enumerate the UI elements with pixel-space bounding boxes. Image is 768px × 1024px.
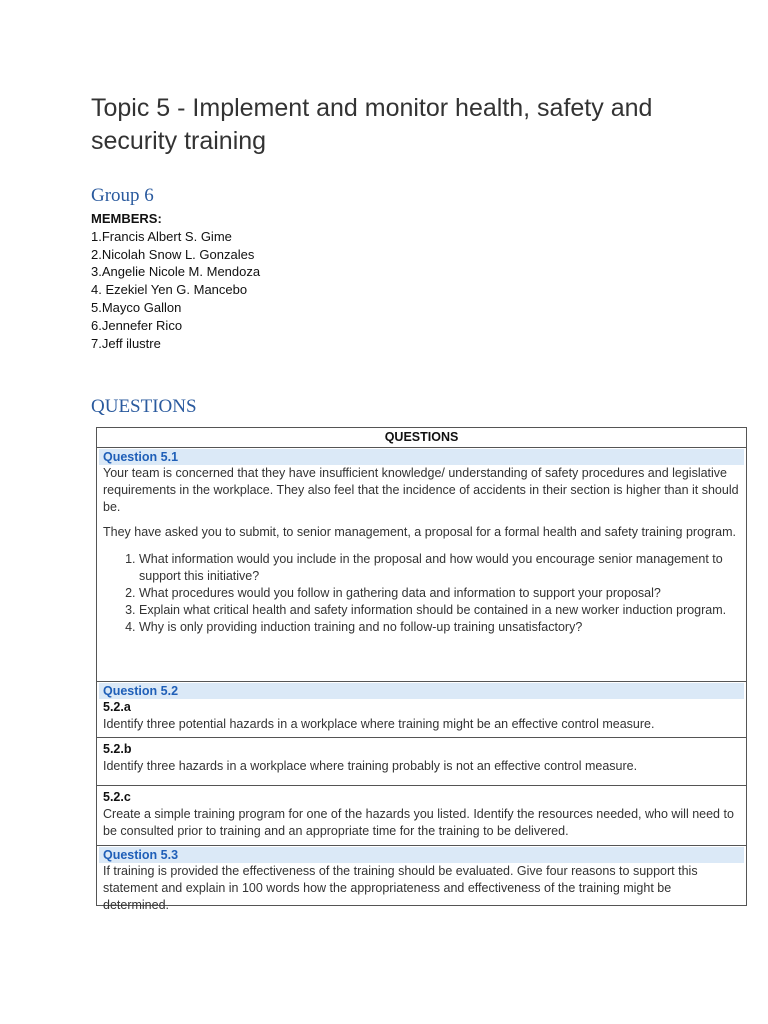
member-item: 7.Jeff ilustre xyxy=(91,335,161,351)
questions-table xyxy=(96,427,747,912)
question-5-3-title: Question 5.3 xyxy=(99,847,744,863)
members-list xyxy=(91,228,260,353)
question-5-2-b-label: 5.2.b xyxy=(103,742,132,756)
question-5-2-b-section xyxy=(97,741,746,786)
question-5-2-b-text: Identify three hazards in a workplace where training probably is not an effective control measure. xyxy=(103,759,638,773)
question-5-2-c-label: 5.2.c xyxy=(103,790,131,804)
member-item: 5.Mayco Gallon xyxy=(91,299,182,315)
question-5-1-list xyxy=(103,551,740,636)
questions-heading: QUESTIONS xyxy=(91,396,197,417)
question-5-1-paragraph-1: Your team is concerned that they have insufficient knowledge/ understanding of safety procedures and legislative requirements in the workplace. They also feel that the incidence of accidents in their section is higher than it should be. xyxy=(103,466,739,514)
members-block xyxy=(91,210,260,352)
page-title: Topic 5 - Implement and monitor health, safety and security training xyxy=(91,94,653,155)
member-item: 2.Nicolah Snow L. Gonzales xyxy=(91,246,255,262)
questions-table-header: QUESTIONS xyxy=(97,428,746,448)
question-5-1-title: Question 5.1 xyxy=(99,449,744,465)
member-item: 4. Ezekiel Yen G. Mancebo xyxy=(91,282,248,298)
member-item: 6.Jennefer Rico xyxy=(91,317,183,333)
question-5-3-text: If training is provided the effectiveness of the training should be evaluated. Give four reasons to support this statement and explain in 100 words how the appropriateness and effectiveness of the training might be determined. xyxy=(103,864,698,912)
question-5-1-section xyxy=(97,449,746,682)
question-5-2-a-text: Identify three potential hazards in a workplace where training might be an effective control measure. xyxy=(103,717,655,731)
question-5-1-paragraph-2: They have asked you to submit, to senior management, a proposal for a formal health and safety training program. xyxy=(103,525,736,539)
question-5-1-item: 1. What information would you include in the proposal and how would you encourage senior management to support this initiative? xyxy=(139,551,740,585)
member-item: 3.Angelie Nicole M. Mendoza xyxy=(91,264,261,280)
question-5-1-item: 2. What procedures would you follow in gathering data and information to support your proposal? xyxy=(139,585,740,602)
question-5-2-a-section xyxy=(97,683,746,738)
question-5-1-item: 3. Explain what critical health and safety information should be contained in a new worker induction program. xyxy=(139,602,740,619)
question-5-1-item: 4. Why is only providing induction training and no follow-up training unsatisfactory? xyxy=(139,619,740,636)
question-5-2-a-label: 5.2.a xyxy=(103,700,131,714)
group-heading: Group 6 xyxy=(91,185,154,206)
member-item: 1.Francis Albert S. Gime xyxy=(91,228,232,244)
members-label: MEMBERS: xyxy=(91,211,162,226)
question-5-2-title: Question 5.2 xyxy=(99,683,744,699)
question-5-2-c-section xyxy=(97,789,746,846)
question-5-2-c-text: Create a simple training program for one of the hazards you listed. Identify the resources needed, who will need to be consulted prior to training and an appropriate time for the training to be delivered. xyxy=(103,807,734,838)
question-5-3-section xyxy=(97,847,746,912)
